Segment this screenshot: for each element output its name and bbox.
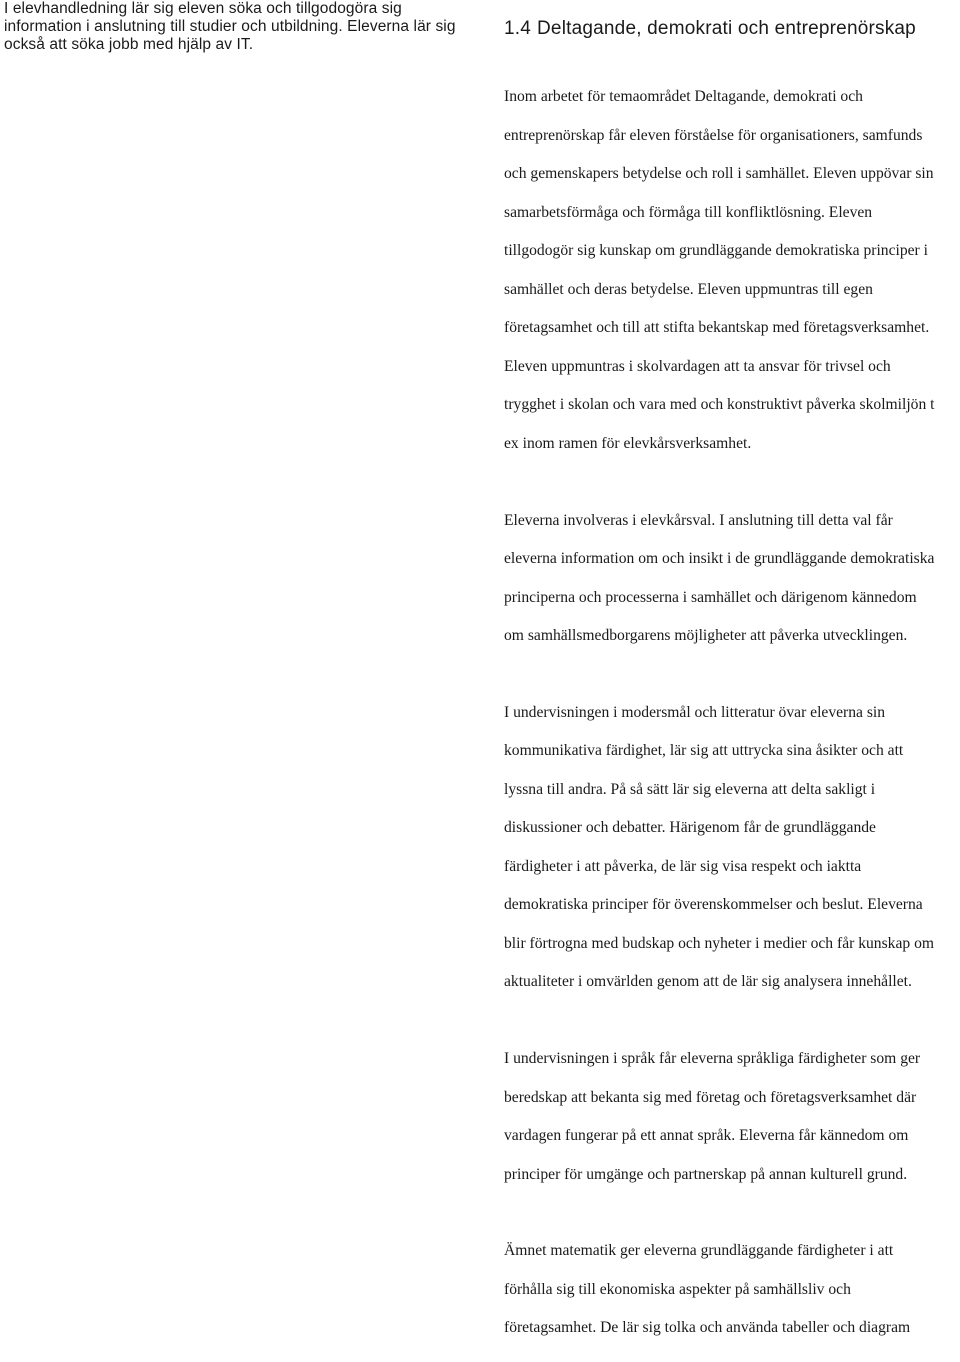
paragraph xyxy=(504,68,956,472)
text-line: ex inom ramen för elevkårsverksamhet. xyxy=(504,434,752,452)
text-line: förhålla sig till ekonomiska aspekter på samhällsliv och xyxy=(504,1280,851,1298)
right-column xyxy=(504,16,956,1362)
text-line: blir förtrogna med budskap och nyheter i medier och får kunskap om xyxy=(504,934,935,952)
text-line: och gemenskapers betydelse och roll i samhället. Eleven uppövar sin xyxy=(504,165,934,183)
text-line: aktualiteter i omvärlden genom att de lär sig analysera innehållet. xyxy=(504,973,912,991)
text-line: demokratiska principer för överenskommelser och beslut. Eleverna xyxy=(504,896,923,914)
text-line: tillgodogör sig kunskap om grundläggande demokratiska principer i xyxy=(504,242,928,260)
paragraph xyxy=(504,491,956,664)
text-line: principer för umgänge och partnerskap på annan kulturell grund. xyxy=(504,1165,908,1183)
paragraph xyxy=(504,684,956,1011)
paragraph xyxy=(504,1030,956,1203)
text-line: I undervisningen i språk får eleverna språkliga färdigheter som ger xyxy=(504,1050,921,1067)
text-line: beredskap att bekanta sig med företag och företagsverksamhet där xyxy=(504,1088,917,1106)
section-title: Deltagande, demokrati och entreprenörskap xyxy=(537,18,916,39)
text-line: om samhällsmedborgarens möjligheter att påverka utvecklingen. xyxy=(504,627,908,644)
text-line: också att söka jobb med hjälp av IT. xyxy=(4,36,254,53)
text-line: vardagen fungerar på ett annat språk. Eleverna får kännedom om xyxy=(504,1127,909,1144)
text-line: Eleven uppmuntras i skolvardagen att ta ansvar för trivsel och xyxy=(504,357,891,375)
text-line: diskussioner och debatter. Härigenom får de grundläggande xyxy=(504,819,876,837)
text-line: entreprenörskap får eleven förståelse för organisationers, samfunds xyxy=(504,126,923,144)
text-line: företagsamhet och till att stifta bekantskap med företagsverksamhet. xyxy=(504,319,930,337)
text-line: kommunikativa färdighet, lär sig att uttrycka sina åsikter och att xyxy=(504,742,904,760)
text-line: samhället och deras betydelse. Eleven uppmuntras till egen xyxy=(504,280,873,298)
text-line: information i anslutning till studier och utbildning. Eleverna lär sig xyxy=(4,18,456,35)
text-line: I elevhandledning lär sig eleven söka och tillgodogöra sig xyxy=(4,0,402,17)
text-line: principerna och processerna i samhället och därigenom kännedom xyxy=(504,588,917,606)
text-line: trygghet i skolan och vara med och konstruktivt påverka skolmiljön t xyxy=(504,396,935,414)
section-heading xyxy=(504,16,956,42)
text-line: företagsamhet. De lär sig tolka och använda tabeller och diagram xyxy=(504,1319,911,1337)
text-line: Ämnet matematik ger eleverna grundläggande färdigheter i att xyxy=(504,1242,894,1260)
paragraph xyxy=(504,1222,956,1357)
text-line: Inom arbetet för temaområdet Deltagande, demokrati och xyxy=(504,88,863,106)
left-column-text xyxy=(4,0,456,54)
text-line: Eleverna involveras i elevkårsval. I anslutning till detta val får xyxy=(504,511,893,529)
text-line: eleverna information om och insikt i de grundläggande demokratiska xyxy=(504,550,935,567)
text-line: samarbetsförmåga och förmåga till konfliktlösning. Eleven xyxy=(504,203,873,221)
text-line: lyssna till andra. På så sätt lär sig eleverna att delta sakligt i xyxy=(504,780,876,798)
section-number: 1.4 xyxy=(504,18,532,39)
text-line: färdigheter i att påverka, de lär sig visa respekt och iaktta xyxy=(504,857,862,875)
text-line: I undervisningen i modersmål och litteratur övar eleverna sin xyxy=(504,703,886,721)
